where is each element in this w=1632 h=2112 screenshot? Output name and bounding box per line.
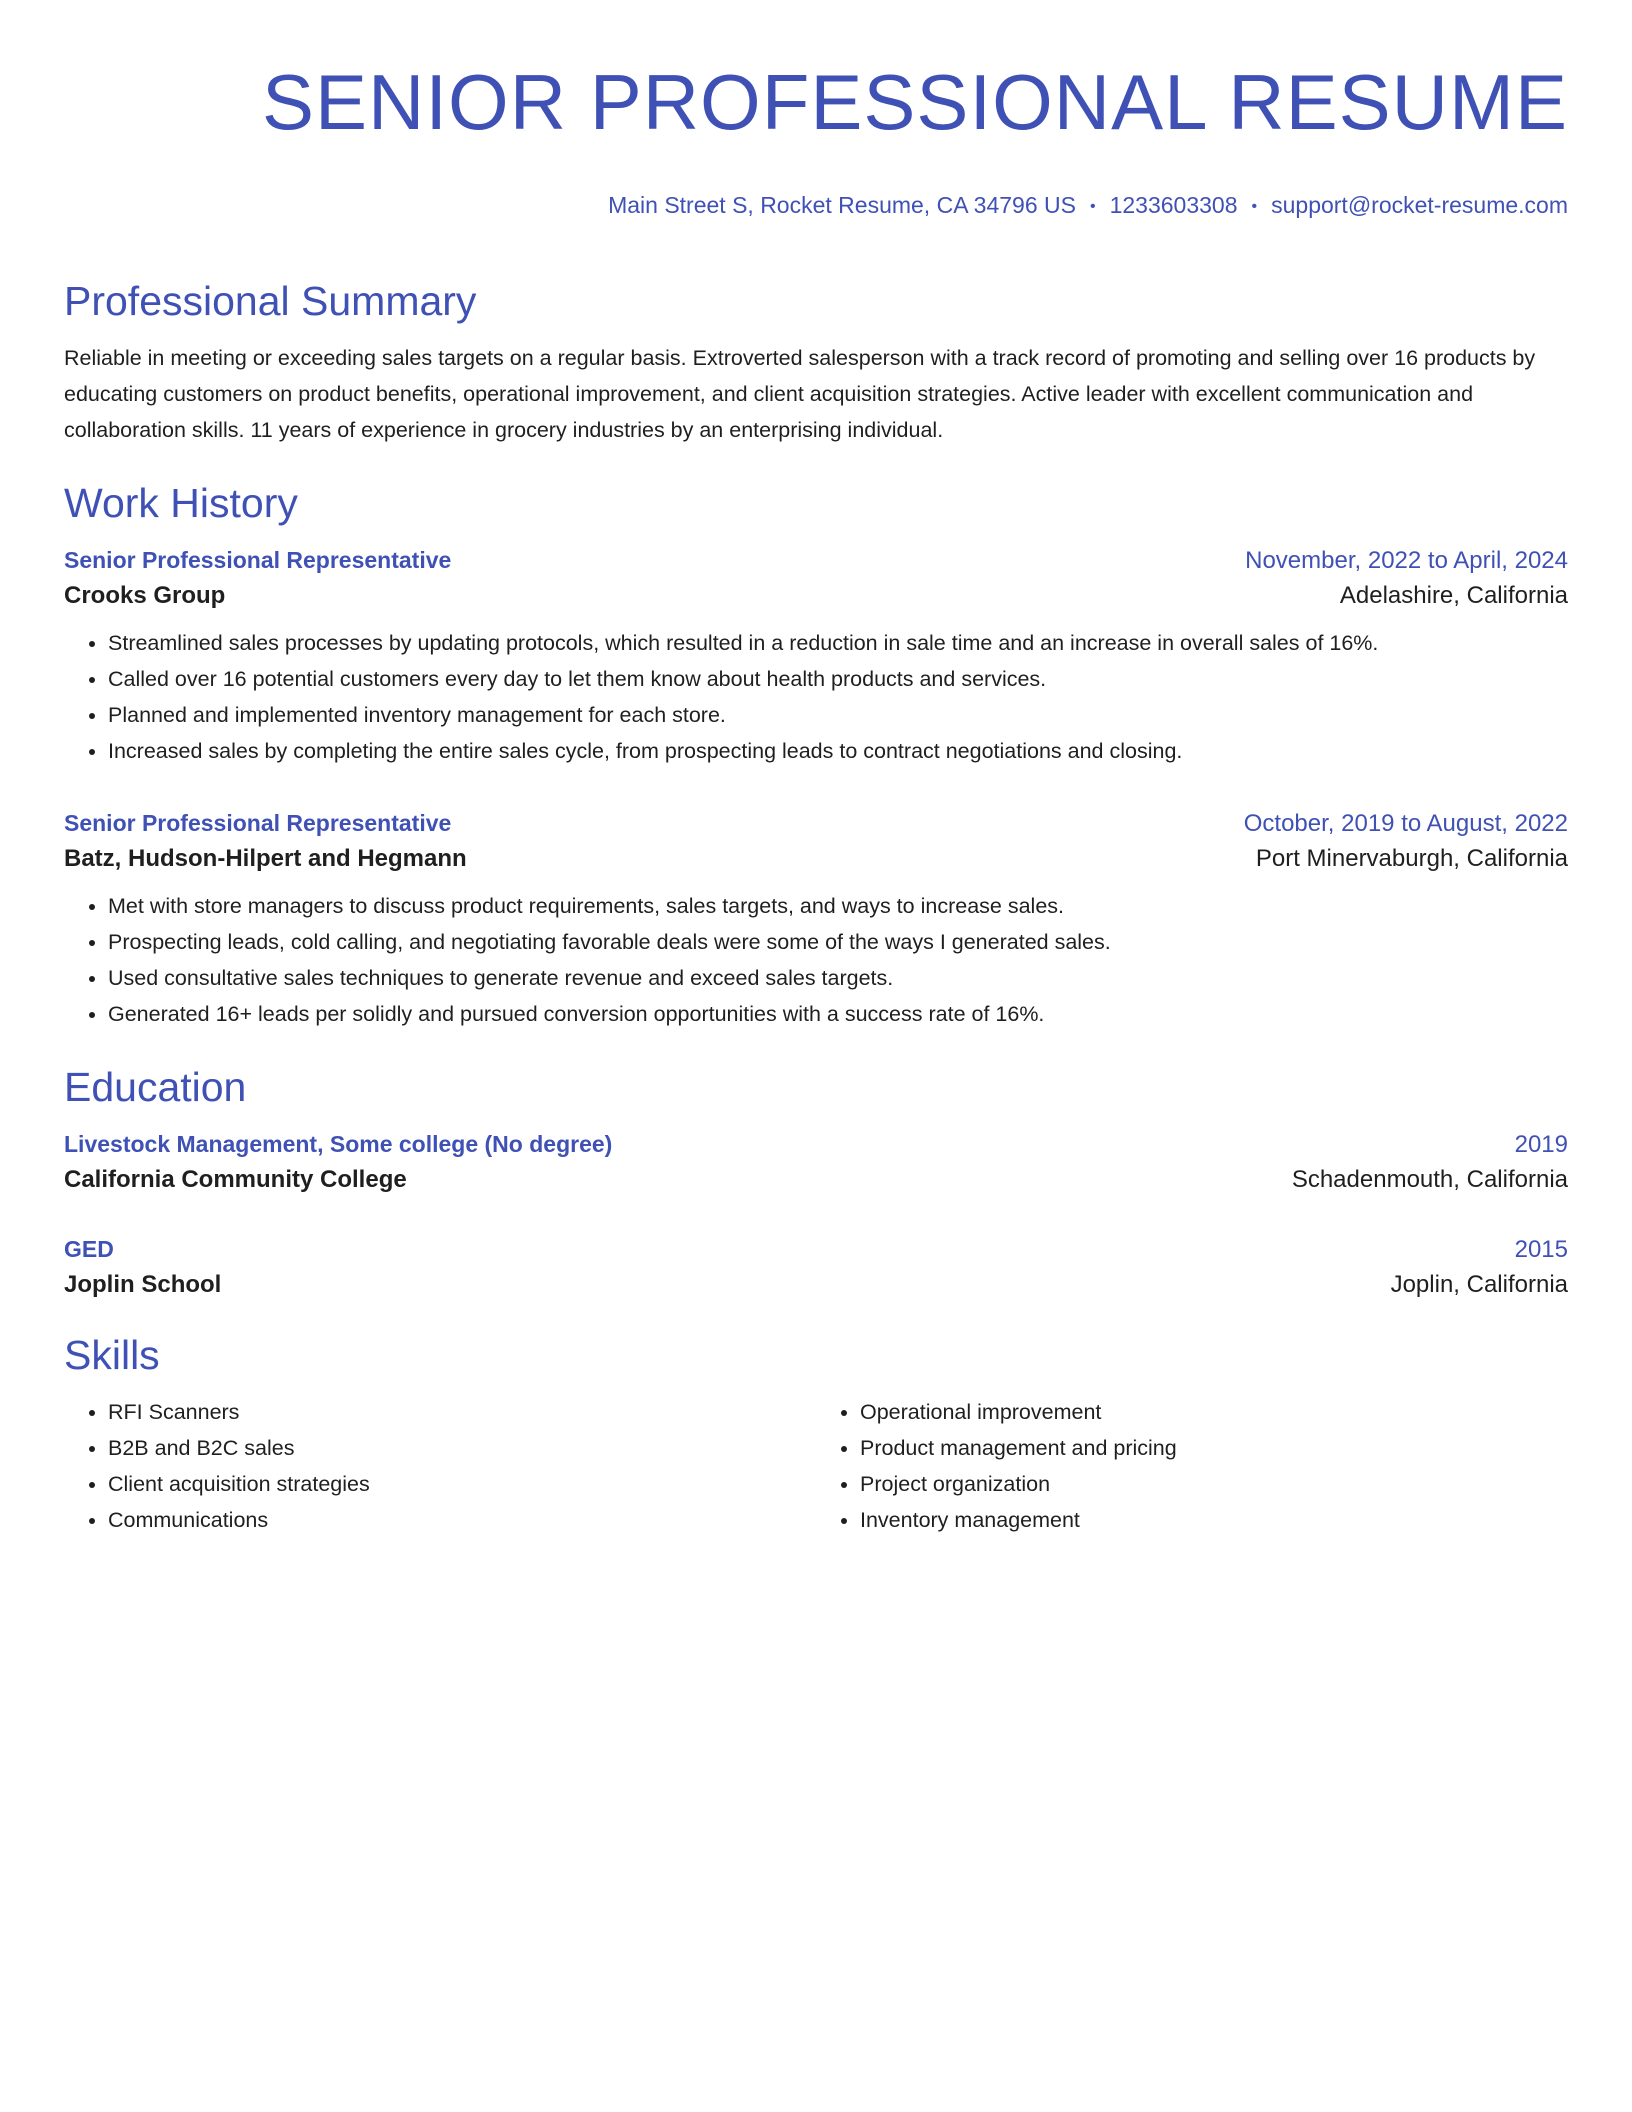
list-item: • Called over 16 potential customers every day to let them know about health products and services. bbox=[108, 661, 1568, 697]
education-school: California Community College bbox=[64, 1166, 407, 1193]
education-year: 2019 bbox=[1514, 1131, 1568, 1158]
job-company: Crooks Group bbox=[64, 582, 226, 609]
education-location: Joplin, California bbox=[1390, 1271, 1568, 1298]
list-item: • Inventory management bbox=[860, 1502, 1568, 1538]
job-header-row bbox=[64, 807, 1568, 840]
education-entry bbox=[64, 1233, 1568, 1304]
contact-line bbox=[64, 190, 1568, 222]
skills-column-left bbox=[64, 1394, 816, 1538]
list-item: • Increased sales by completing the entire sales cycle, from prospecting leads to contract negotiations and closing. bbox=[108, 733, 1568, 769]
contact-phone: 1233603308 bbox=[1109, 192, 1238, 218]
education-year: 2015 bbox=[1514, 1236, 1568, 1263]
list-item: • Communications bbox=[108, 1502, 816, 1538]
contact-separator: • bbox=[1251, 198, 1258, 215]
education-degree: GED bbox=[64, 1236, 114, 1262]
contact-address: Main Street S, Rocket Resume, CA 34796 US bbox=[608, 192, 1076, 218]
list-item: • Project organization bbox=[860, 1466, 1568, 1502]
job-entry bbox=[64, 807, 1568, 1032]
skills-heading: Skills bbox=[64, 1332, 160, 1378]
summary-heading: Professional Summary bbox=[64, 278, 477, 324]
contact-email: support@rocket-resume.com bbox=[1271, 192, 1568, 218]
education-header-row bbox=[64, 1233, 1568, 1266]
education-header-row bbox=[64, 1128, 1568, 1161]
work-history-heading: Work History bbox=[64, 480, 298, 526]
education-entry bbox=[64, 1128, 1568, 1199]
job-entry bbox=[64, 544, 1568, 769]
list-item: • Operational improvement bbox=[860, 1394, 1568, 1430]
list-item: • Prospecting leads, cold calling, and negotiating favorable deals were some of the ways I generated sales. bbox=[108, 924, 1568, 960]
list-item: • Used consultative sales techniques to generate revenue and exceed sales targets. bbox=[108, 960, 1568, 996]
education-school-row bbox=[64, 1266, 1568, 1304]
summary-text: Reliable in meeting or exceeding sales targets on a regular basis. Extroverted salesperson with a track record of promoting and selling over 16 products by educating customers on product benefits, operational improvement, and client acquisition strategies. Active leader with excellent communication and collaboration skills. 11 years of experience in grocery industries by an enterprising individual. bbox=[64, 346, 1536, 442]
resume-header bbox=[64, 56, 1568, 222]
job-bullets bbox=[64, 888, 1568, 1032]
job-dates: October, 2019 to August, 2022 bbox=[1243, 810, 1568, 837]
contact-separator: • bbox=[1089, 198, 1096, 215]
list-item: • Planned and implemented inventory management for each store. bbox=[108, 697, 1568, 733]
education-location: Schadenmouth, California bbox=[1291, 1166, 1568, 1193]
job-company-row bbox=[64, 840, 1568, 878]
list-item: • Streamlined sales processes by updating protocols, which resulted in a reduction in sale time and an increase in overall sales of 16%. bbox=[108, 625, 1568, 661]
job-role: Senior Professional Representative bbox=[64, 547, 452, 573]
list-item: • Met with store managers to discuss product requirements, sales targets, and ways to increase sales. bbox=[108, 888, 1568, 924]
list-item: • Generated 16+ leads per solidly and pursued conversion opportunities with a success rate of 16%. bbox=[108, 996, 1568, 1032]
education-heading: Education bbox=[64, 1064, 247, 1110]
job-bullets bbox=[64, 625, 1568, 769]
job-dates: November, 2022 to April, 2024 bbox=[1245, 547, 1568, 574]
resume-title: SENIOR PROFESSIONAL RESUME bbox=[261, 58, 1568, 146]
education-degree: Livestock Management, Some college (No degree) bbox=[64, 1131, 613, 1157]
job-location: Adelashire, California bbox=[1339, 582, 1568, 609]
job-header-row bbox=[64, 544, 1568, 577]
job-location: Port Minervaburgh, California bbox=[1255, 845, 1568, 872]
skills-column-right bbox=[816, 1394, 1568, 1538]
job-role: Senior Professional Representative bbox=[64, 810, 452, 836]
list-item: • RFI Scanners bbox=[108, 1394, 816, 1430]
education-school-row bbox=[64, 1161, 1568, 1199]
job-company-row bbox=[64, 577, 1568, 615]
education-school: Joplin School bbox=[64, 1271, 222, 1298]
skills-list bbox=[64, 1394, 1568, 1538]
job-company: Batz, Hudson-Hilpert and Hegmann bbox=[64, 845, 467, 872]
list-item: • Product management and pricing bbox=[860, 1430, 1568, 1466]
list-item: • B2B and B2C sales bbox=[108, 1430, 816, 1466]
list-item: • Client acquisition strategies bbox=[108, 1466, 816, 1502]
